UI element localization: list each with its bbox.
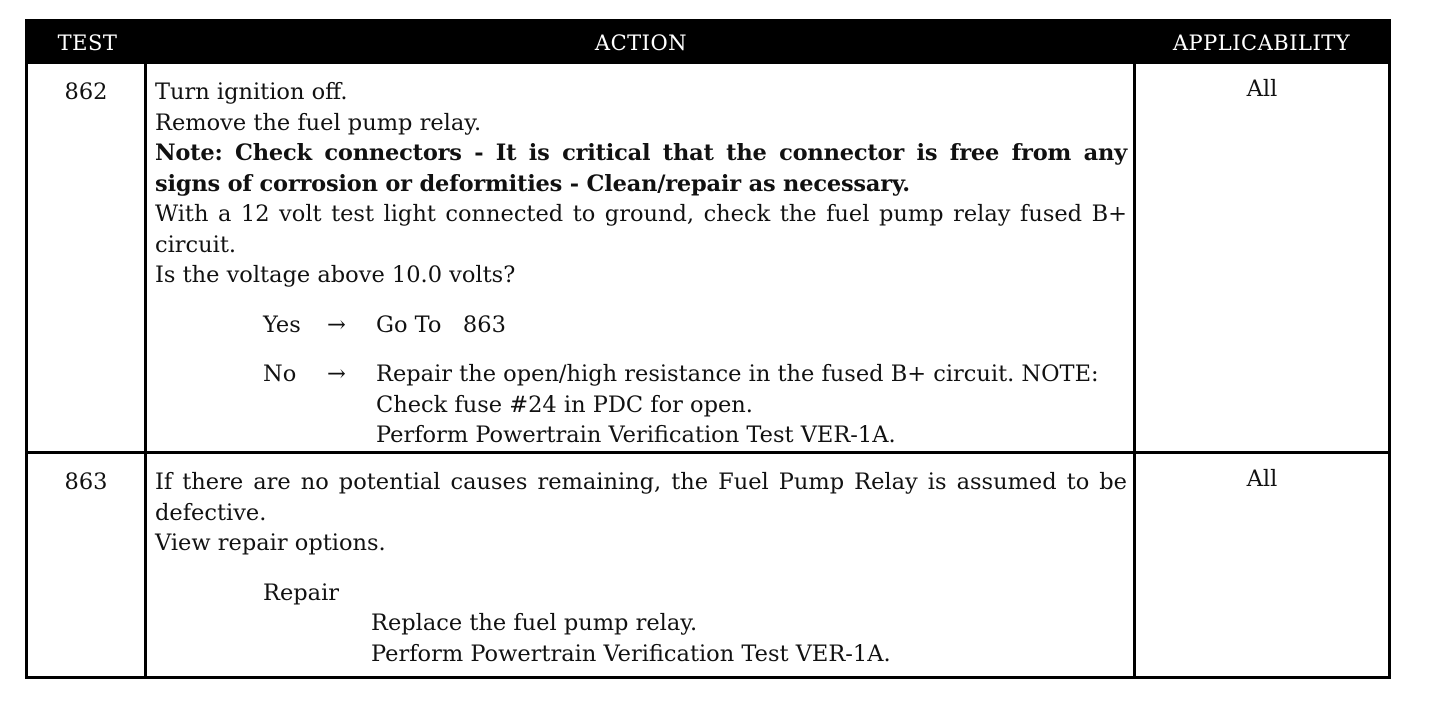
action-cell [147,64,1136,451]
question-line: Is the voltage above 10.0 volts? [155,262,516,288]
table-header [28,22,1388,64]
note-line: signs of corrosion or deformities - Clean/repair as necessary. [155,170,910,197]
test-number: 863 [28,454,147,676]
option-label: No [263,361,297,387]
option-line: Perform Powertrain Verification Test VER-1A. [376,422,896,448]
table-row [28,454,1388,676]
right-arrow-icon: → [327,311,346,338]
action-line: If there are no potential causes remaining, the Fuel Pump Relay is assumed to be [155,469,1127,495]
action-line: View repair options. [155,530,386,556]
applicability-value: All [1246,466,1278,492]
header-test: TEST [57,31,118,55]
option-line: Repair the open/high resistance in the fused B+ circuit. NOTE: [376,361,1099,387]
action-line: defective. [155,499,267,526]
action-cell [147,454,1136,676]
action-line: Remove the fuel pump relay. [155,109,482,136]
action-line: Turn ignition off. [155,79,348,105]
repair-line: Perform Powertrain Verification Test VER-1A. [371,640,891,667]
header-applicability: APPLICABILITY [1172,31,1351,55]
action-line: circuit. [155,231,237,258]
option-label: Yes [263,311,301,338]
diagnostic-test-table [25,19,1391,679]
test-number: 862 [28,64,147,451]
repair-line: Replace the fuel pump relay. [371,610,698,636]
table-row [28,64,1388,454]
right-arrow-icon: → [327,361,346,387]
option-line: Check fuse #24 in PDC for open. [376,391,753,418]
action-line: With a 12 volt test light connected to ground, check the fuel pump relay fused B+ [155,201,1127,227]
note-line: Note: Check connectors - It is critical that the connector is free from any [155,140,1127,166]
option-yes [263,310,1127,341]
goto-link[interactable]: Go To 863 [376,311,506,338]
repair-options [371,608,1127,669]
applicability-value: All [1246,76,1278,102]
repair-label: Repair [263,579,340,606]
option-no [263,359,1127,451]
header-action: ACTION [594,31,688,55]
